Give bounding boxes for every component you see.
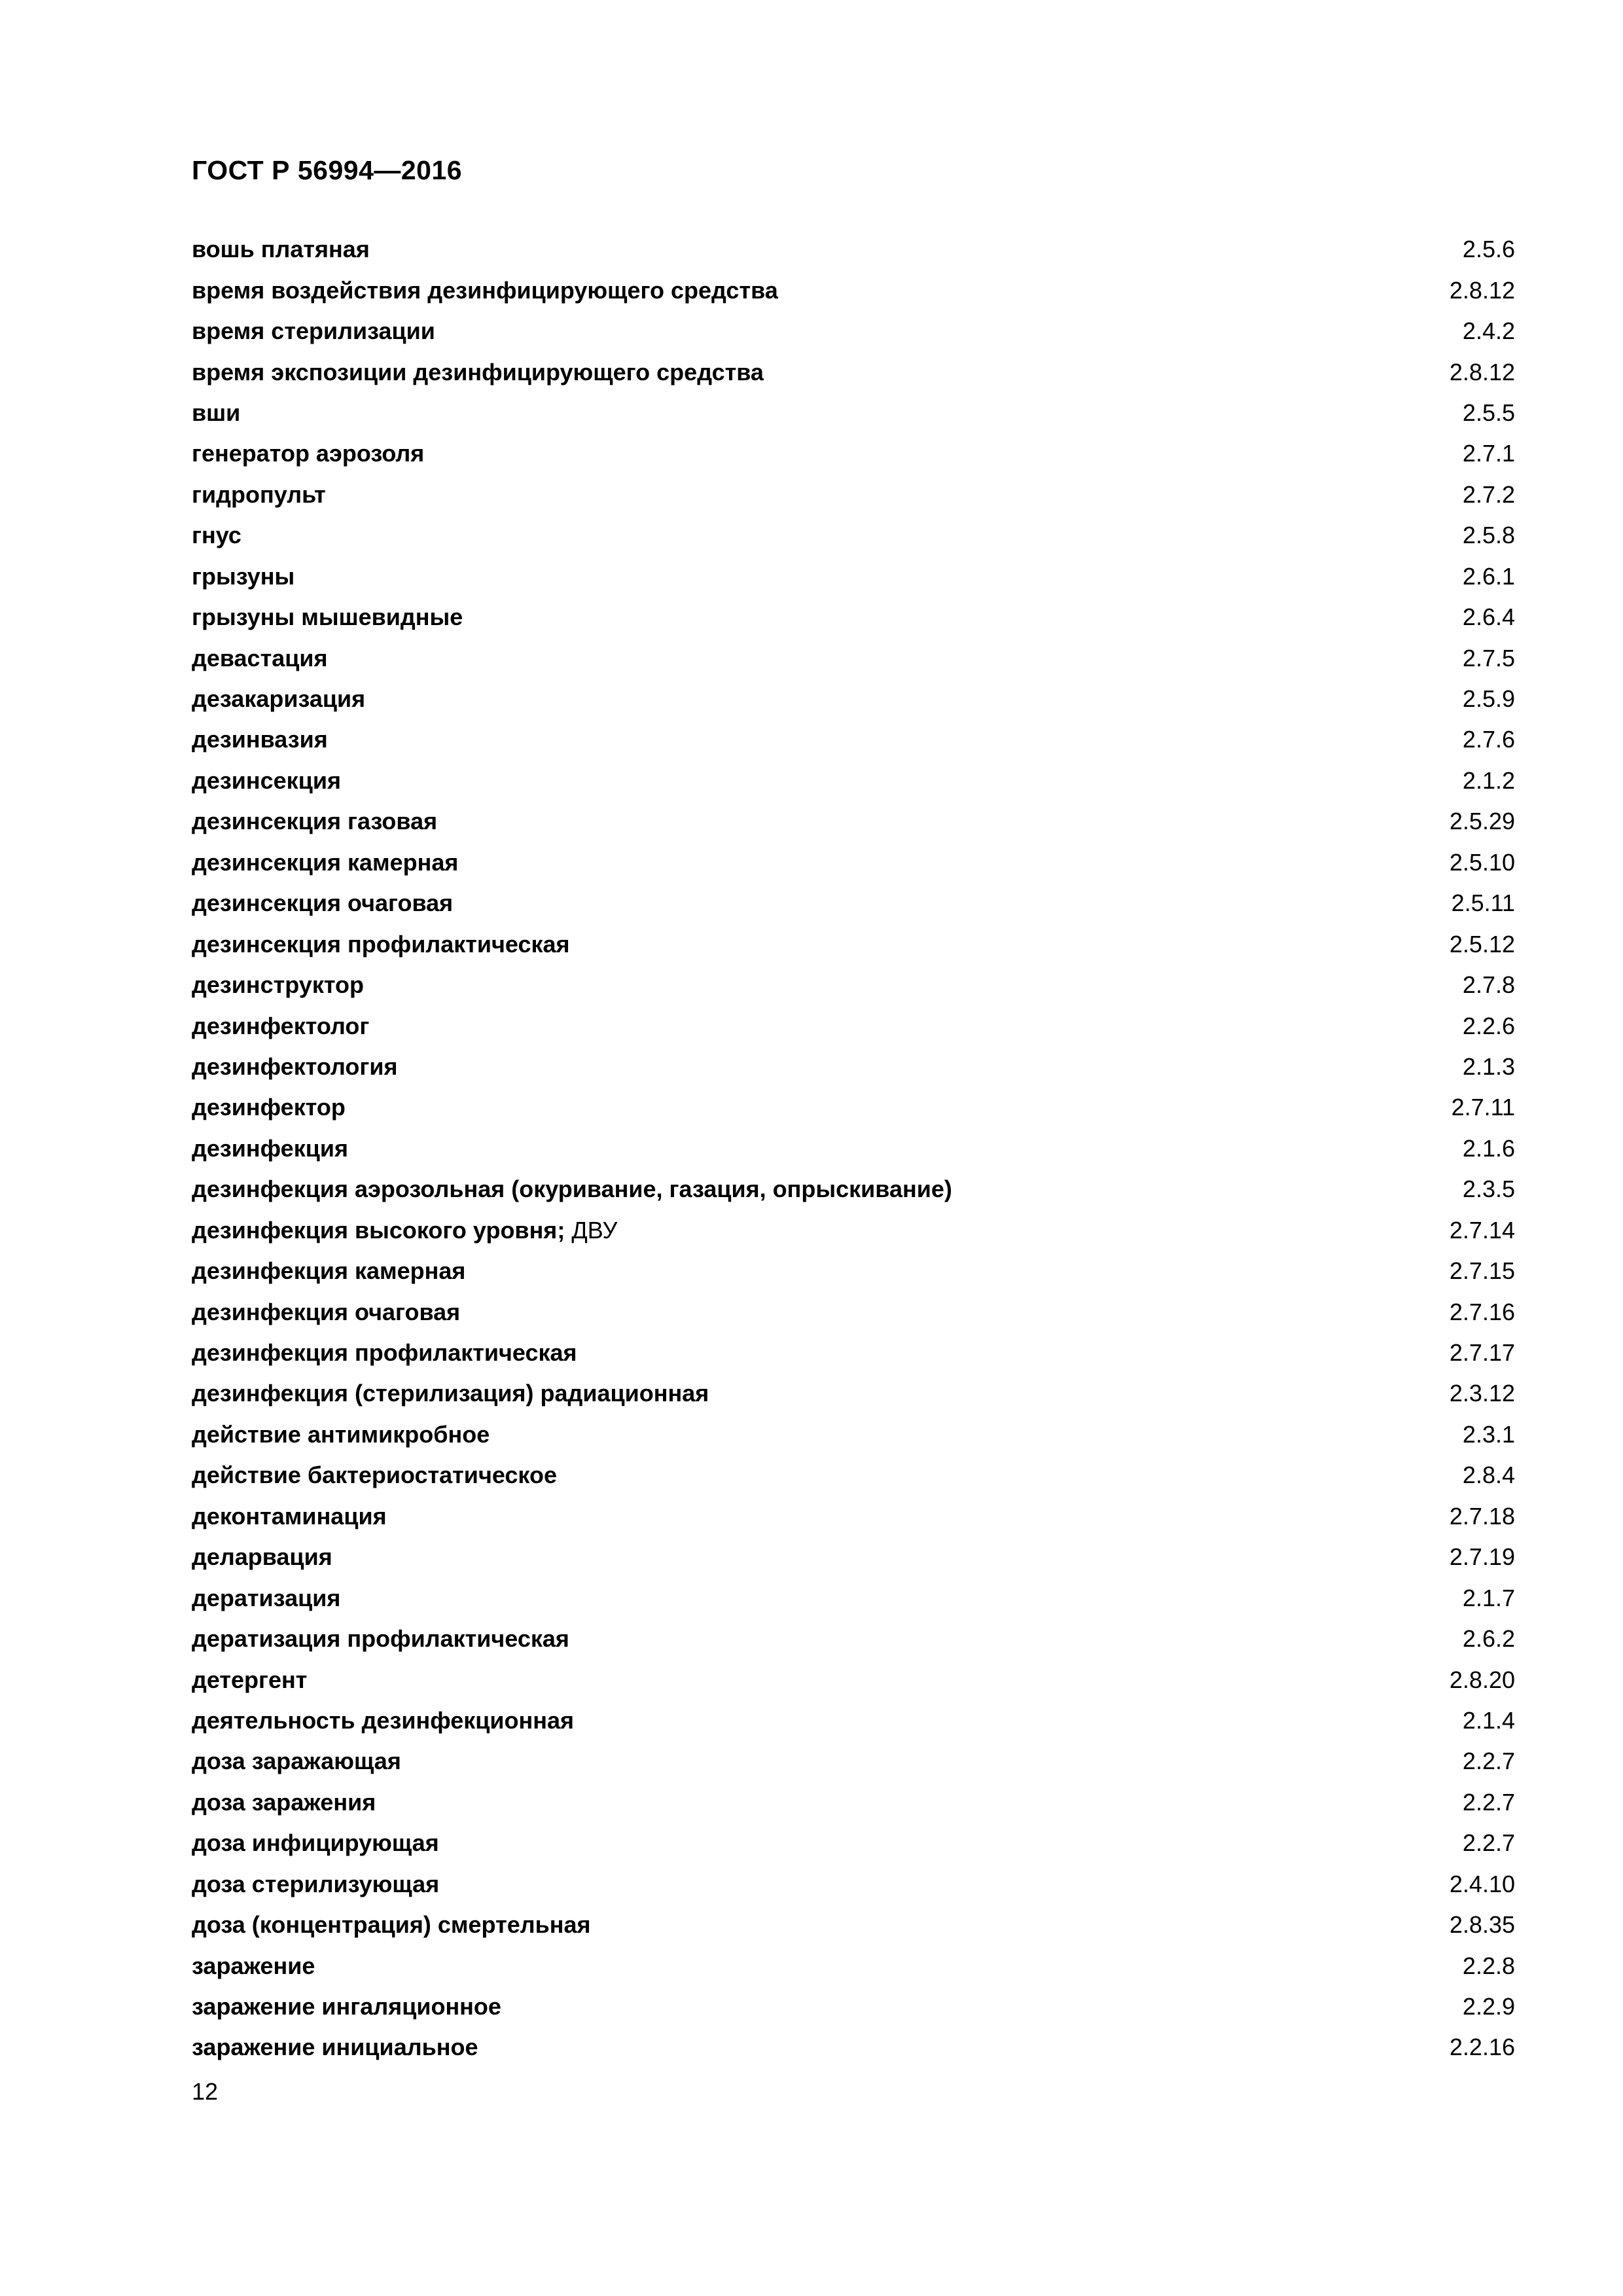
index-term-text: дезинвазия bbox=[192, 726, 328, 753]
index-entry bbox=[192, 1128, 1515, 1169]
index-term-text: деларвация bbox=[192, 1543, 332, 1571]
index-term-text: вошь платяная bbox=[192, 236, 370, 263]
index-entry bbox=[192, 475, 1515, 515]
index-entry bbox=[192, 1251, 1515, 1291]
index-term-text: доза заражения bbox=[192, 1788, 376, 1816]
index-term bbox=[192, 605, 463, 629]
index-entry bbox=[192, 1005, 1515, 1046]
index-term-text: действие бактериостатическое bbox=[192, 1462, 557, 1489]
index-term-text: дезинфекция профилактическая bbox=[192, 1339, 577, 1367]
index-reference-number: 2.7.8 bbox=[1462, 971, 1515, 999]
index-reference-number: 2.6.1 bbox=[1462, 562, 1515, 590]
index-term bbox=[192, 1259, 465, 1283]
index-term-text: вши bbox=[192, 399, 241, 426]
index-reference-number: 2.1.6 bbox=[1462, 1134, 1515, 1162]
index-reference-number: 2.4.10 bbox=[1449, 1870, 1515, 1897]
index-reference-number: 2.3.1 bbox=[1462, 1420, 1515, 1448]
index-term bbox=[192, 401, 240, 425]
index-reference-number: 2.2.7 bbox=[1462, 1829, 1515, 1857]
index-term-text: доза инфицирующая bbox=[192, 1829, 439, 1857]
index-term-text: детергент bbox=[192, 1666, 308, 1693]
index-term-text: дератизация профилактическая bbox=[192, 1625, 569, 1653]
index-reference-number: 2.2.16 bbox=[1449, 2034, 1515, 2061]
index-term bbox=[192, 973, 364, 997]
index-reference-number: 2.3.12 bbox=[1449, 1380, 1515, 1407]
index-reference-number: 2.5.9 bbox=[1462, 685, 1515, 713]
index-term-text: дезакаризация bbox=[192, 685, 366, 713]
index-reference-number: 2.5.6 bbox=[1462, 236, 1515, 263]
index-reference-number: 2.8.20 bbox=[1449, 1666, 1515, 1693]
index-term bbox=[192, 728, 328, 751]
index-term-text: грызуны мышевидные bbox=[192, 603, 463, 631]
index-term-text: дезинсекция bbox=[192, 766, 341, 794]
index-term-text: дезинфекция очаговая bbox=[192, 1298, 461, 1325]
index-term-text: дезинфекция аэрозольная (окуривание, газация, опрыскивание) bbox=[192, 1175, 952, 1203]
index-term bbox=[192, 276, 778, 304]
index-entry bbox=[192, 719, 1515, 760]
index-reference-number: 2.7.15 bbox=[1449, 1257, 1515, 1285]
index-term-text: дезинфектор bbox=[192, 1094, 346, 1121]
index-term-text: дезинфектолог bbox=[192, 1012, 370, 1039]
index-term bbox=[192, 1870, 440, 1897]
index-term bbox=[192, 1216, 618, 1244]
index-term bbox=[192, 1831, 439, 1855]
index-term-text: дезинфекция камерная bbox=[192, 1257, 466, 1285]
index-term-text: гнус bbox=[192, 522, 241, 549]
index-entry bbox=[192, 1659, 1515, 1700]
index-entry bbox=[192, 515, 1515, 556]
index-term bbox=[192, 1177, 952, 1201]
index-reference-number: 2.2.8 bbox=[1462, 1952, 1515, 1979]
index-entry bbox=[192, 2027, 1515, 2068]
index-reference-number: 2.8.35 bbox=[1449, 1911, 1515, 1939]
index-entry bbox=[192, 1047, 1515, 1087]
index-reference-number: 2.7.1 bbox=[1462, 440, 1515, 467]
index-term bbox=[192, 1134, 348, 1162]
index-reference-number: 2.5.29 bbox=[1449, 808, 1515, 835]
index-entry bbox=[192, 883, 1515, 924]
index-entry bbox=[192, 801, 1515, 842]
index-reference-number: 2.7.17 bbox=[1449, 1339, 1515, 1367]
index-term-text: дезинсекция очаговая bbox=[192, 889, 454, 917]
index-term bbox=[192, 524, 241, 547]
index-entry bbox=[192, 1905, 1515, 1945]
index-entry bbox=[192, 351, 1515, 392]
index-entry bbox=[192, 1945, 1515, 1986]
index-term bbox=[192, 1420, 490, 1448]
index-term-text: доза (концентрация) смертельная bbox=[192, 1911, 591, 1939]
index-reference-number: 2.5.11 bbox=[1451, 889, 1515, 917]
index-term-text: заражение bbox=[192, 1952, 315, 1979]
index-entry bbox=[192, 1291, 1515, 1332]
index-entry bbox=[192, 842, 1515, 883]
index-entry bbox=[192, 965, 1515, 1005]
index-entry bbox=[192, 270, 1515, 310]
index-term bbox=[192, 1954, 315, 1978]
index-entry bbox=[192, 1782, 1515, 1823]
index-reference-number: 2.3.5 bbox=[1462, 1175, 1515, 1203]
index-term-text: действие антимикробное bbox=[192, 1420, 490, 1448]
index-entry bbox=[192, 1986, 1515, 2027]
index-reference-number: 2.2.6 bbox=[1462, 1012, 1515, 1039]
index-term-text: дезинструктор bbox=[192, 971, 364, 999]
index-term-text: дезинфектология bbox=[192, 1052, 398, 1080]
index-term bbox=[192, 1502, 387, 1530]
index-entry bbox=[192, 1210, 1515, 1251]
index-reference-number: 2.6.2 bbox=[1462, 1625, 1515, 1653]
index-term bbox=[192, 1584, 341, 1611]
index-term-text: дезинсекция газовая bbox=[192, 808, 438, 835]
document-header: ГОСТ Р 56994—2016 bbox=[192, 155, 463, 185]
index-term-text: девастация bbox=[192, 644, 328, 672]
index-term-text: деятельность дезинфекционная bbox=[192, 1706, 575, 1734]
index-term bbox=[192, 891, 453, 915]
index-entry bbox=[192, 556, 1515, 597]
index-entry bbox=[192, 761, 1515, 801]
index-entry bbox=[192, 924, 1515, 964]
index-reference-number: 2.7.2 bbox=[1462, 480, 1515, 508]
index-term bbox=[192, 2036, 478, 2059]
index-entry bbox=[192, 1333, 1515, 1373]
index-reference-number: 2.2.9 bbox=[1462, 1993, 1515, 2020]
index-term bbox=[192, 1749, 401, 1773]
index-reference-number: 2.5.10 bbox=[1449, 848, 1515, 876]
index-entry bbox=[192, 1496, 1515, 1537]
index-term bbox=[192, 1300, 460, 1324]
index-term bbox=[192, 1382, 709, 1405]
index-reference-number: 2.7.6 bbox=[1462, 726, 1515, 753]
index-reference-number: 2.8.12 bbox=[1449, 358, 1515, 386]
index-term bbox=[192, 1096, 346, 1119]
index-term-text: генератор аэрозоля bbox=[192, 440, 425, 467]
index-entry bbox=[192, 1864, 1515, 1905]
index-entry bbox=[192, 433, 1515, 474]
index-entry bbox=[192, 1537, 1515, 1577]
index-term-text: время экспозиции дезинфицирующего средства bbox=[192, 358, 764, 386]
index-reference-number: 2.7.11 bbox=[1451, 1094, 1515, 1121]
index-reference-number: 2.1.7 bbox=[1462, 1584, 1515, 1611]
index-term-text: доза стерилизующая bbox=[192, 1870, 440, 1897]
index-term bbox=[192, 319, 435, 343]
index-entry bbox=[192, 1455, 1515, 1496]
index-term bbox=[192, 1627, 569, 1651]
index-term bbox=[192, 1341, 577, 1365]
index-entry bbox=[192, 1169, 1515, 1210]
index-term bbox=[192, 930, 570, 958]
index-term bbox=[192, 1052, 398, 1080]
index-term-text: деконтаминация bbox=[192, 1502, 387, 1530]
index-term bbox=[192, 1788, 376, 1816]
index-term-text: дезинсекция камерная bbox=[192, 848, 459, 876]
index-reference-number: 2.8.4 bbox=[1462, 1462, 1515, 1489]
index-term bbox=[192, 238, 370, 261]
index-entry bbox=[192, 637, 1515, 678]
page-number: 12 bbox=[192, 2078, 219, 2105]
index-entry bbox=[192, 1823, 1515, 1863]
index-term-text: дезинфекция (стерилизация) радиационная bbox=[192, 1380, 709, 1407]
index-term-text: заражение инициальное bbox=[192, 2034, 478, 2061]
index-term bbox=[192, 1014, 369, 1038]
index-reference-number: 2.7.5 bbox=[1462, 644, 1515, 672]
index-entry bbox=[192, 597, 1515, 637]
index-term bbox=[192, 442, 424, 465]
index-reference-number: 2.6.4 bbox=[1462, 603, 1515, 631]
index-term-text: доза заражающая bbox=[192, 1748, 401, 1775]
index-term-text: дезинфекция высокого уровня; bbox=[192, 1216, 565, 1244]
index-term-text: гидропульт bbox=[192, 480, 326, 508]
index-reference-number: 2.4.2 bbox=[1462, 317, 1515, 345]
index-term-text: дезинсекция профилактическая bbox=[192, 930, 570, 958]
index-term bbox=[192, 644, 328, 672]
index-entry bbox=[192, 1741, 1515, 1782]
index-term bbox=[192, 1913, 591, 1937]
index-reference-number: 2.7.18 bbox=[1449, 1502, 1515, 1530]
index-reference-number: 2.1.4 bbox=[1462, 1706, 1515, 1734]
index-entry bbox=[192, 1087, 1515, 1128]
index-term-text: заражение ингаляционное bbox=[192, 1993, 501, 2020]
index-term bbox=[192, 810, 437, 833]
index-entry bbox=[192, 1619, 1515, 1659]
index-term-text: дератизация bbox=[192, 1584, 341, 1611]
index-term bbox=[192, 358, 764, 386]
index-reference-number: 2.1.2 bbox=[1462, 766, 1515, 794]
term-index-list bbox=[192, 229, 1515, 2068]
index-term-text: время стерилизации bbox=[192, 317, 435, 345]
index-entry bbox=[192, 311, 1515, 351]
index-reference-number: 2.8.12 bbox=[1449, 276, 1515, 304]
index-entry bbox=[192, 679, 1515, 719]
index-reference-number: 2.5.8 bbox=[1462, 522, 1515, 549]
index-entry bbox=[192, 1577, 1515, 1618]
index-term bbox=[192, 848, 459, 876]
index-reference-number: 2.2.7 bbox=[1462, 1788, 1515, 1816]
index-reference-number: 2.5.12 bbox=[1449, 930, 1515, 958]
index-term-text: грызуны bbox=[192, 562, 295, 590]
index-term bbox=[192, 1706, 575, 1734]
index-reference-number: 2.5.5 bbox=[1462, 399, 1515, 426]
index-reference-number: 2.7.14 bbox=[1449, 1216, 1515, 1244]
index-reference-number: 2.1.3 bbox=[1462, 1052, 1515, 1080]
index-term bbox=[192, 766, 341, 794]
index-entry bbox=[192, 1700, 1515, 1741]
index-reference-number: 2.2.7 bbox=[1462, 1748, 1515, 1775]
index-term bbox=[192, 1668, 307, 1692]
index-term bbox=[192, 1995, 501, 2018]
index-term bbox=[192, 1463, 557, 1487]
index-term bbox=[192, 562, 295, 590]
index-entry bbox=[192, 393, 1515, 433]
index-term bbox=[192, 687, 365, 711]
index-entry bbox=[192, 1373, 1515, 1414]
index-reference-number: 2.7.19 bbox=[1449, 1543, 1515, 1571]
index-term bbox=[192, 480, 326, 508]
index-term-abbreviation: ДВУ bbox=[571, 1216, 618, 1244]
index-entry bbox=[192, 229, 1515, 270]
index-entry bbox=[192, 1414, 1515, 1455]
index-term-text: время воздействия дезинфицирующего средства bbox=[192, 276, 778, 304]
index-term bbox=[192, 1545, 332, 1569]
index-reference-number: 2.7.16 bbox=[1449, 1298, 1515, 1325]
index-term-text: дезинфекция bbox=[192, 1134, 348, 1162]
